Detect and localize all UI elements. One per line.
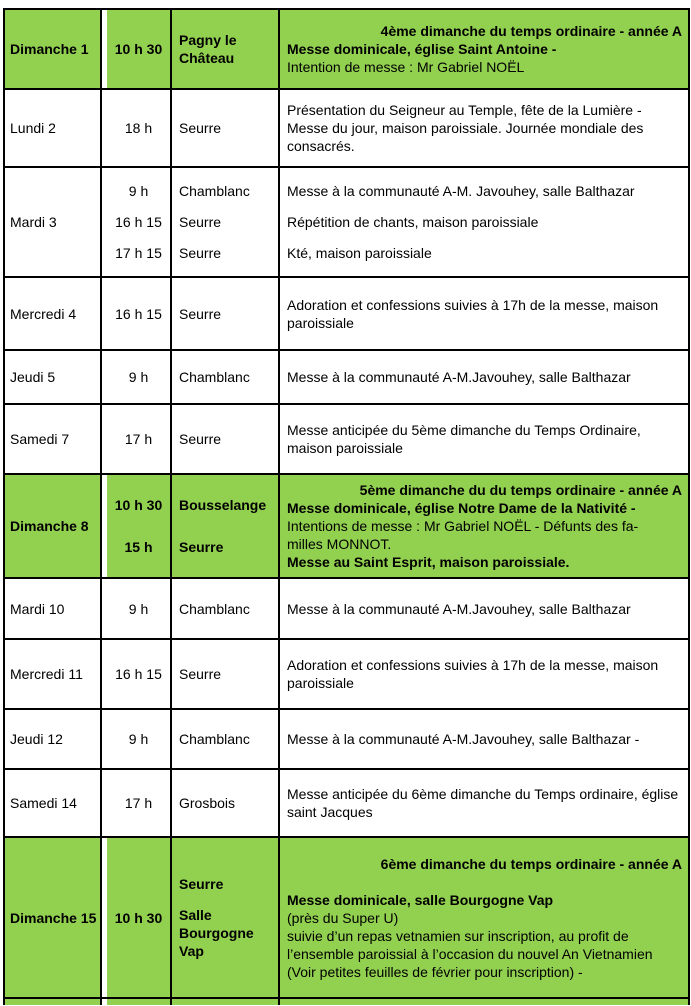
time-cell (107, 998, 171, 1005)
table-row (4, 350, 689, 404)
time-cell (107, 9, 171, 89)
description-line: Messe à la communauté A-M.Javouhey, salle Balthazar (287, 369, 631, 385)
description-cell (279, 9, 689, 89)
sunday-title: 4ème dimanche du temps ordinaire - année A (380, 23, 682, 39)
day-cell (4, 578, 101, 639)
time-value: 9 h (128, 369, 149, 385)
day-cell (4, 89, 101, 167)
description-cell (279, 277, 689, 350)
description-line: Kté, maison paroissiale (287, 245, 432, 261)
description-line: Intentions de messe : Mr Gabriel NOËL - Défunts des fa- (287, 518, 639, 534)
mass-schedule-table (3, 8, 690, 1005)
description-line: Messe au Saint Esprit, maison paroissiale. (287, 554, 570, 570)
day-label: Dimanche 8 (10, 518, 89, 534)
place-cell (171, 404, 279, 474)
time-cell (107, 474, 171, 578)
time-value: 9 h (128, 183, 149, 199)
time-stack (108, 794, 169, 812)
day-label: Samedi 14 (10, 795, 77, 811)
time-cell (107, 404, 171, 474)
time-stack (108, 305, 169, 323)
day-label: Mardi 3 (10, 214, 57, 230)
place-stack (179, 600, 274, 618)
day-cell (4, 404, 101, 474)
place-stack (179, 31, 274, 67)
place-cell (171, 167, 279, 277)
place-cell (171, 578, 279, 639)
description-cell (279, 998, 689, 1005)
time-value: 15 h (124, 539, 153, 555)
table-row (4, 89, 689, 167)
place-cell (171, 709, 279, 769)
description-content (287, 182, 682, 262)
day-cell (4, 277, 101, 350)
description-line: Messe dominicale, église Notre Dame de la Nativité - (287, 500, 636, 516)
description-content (287, 730, 682, 748)
day-label: Dimanche 1 (10, 41, 89, 57)
blank-line (287, 873, 682, 891)
time-cell (107, 578, 171, 639)
description-content (287, 296, 682, 332)
day-label: Mercredi 4 (10, 305, 77, 322)
place-value: Seurre (179, 245, 222, 261)
description-line: Messe anticipée du 6ème dimanche du Temps ordinaire, église saint Jacques (287, 786, 679, 820)
description-line: Messe à la communauté A-M.Javouhey, salle Balthazar - (287, 731, 640, 747)
description-content (287, 481, 682, 571)
sunday-title: 5ème dimanche du du temps ordinaire - année A (359, 482, 682, 498)
place-stack (179, 730, 274, 748)
day-label: Lundi 2 (10, 120, 56, 136)
description-cell (279, 89, 689, 167)
time-cell (107, 837, 171, 998)
day-cell (4, 639, 101, 709)
place-value: Seurre (179, 120, 222, 136)
description-cell (279, 639, 689, 709)
place-stack (179, 665, 274, 683)
description-cell (279, 709, 689, 769)
time-stack (108, 600, 169, 618)
place-value: Seurre (179, 431, 222, 447)
time-stack (108, 119, 169, 137)
place-cell (171, 350, 279, 404)
place-value: Salle Bourgogne Vap (179, 907, 254, 959)
time-stack (108, 496, 169, 556)
day-label: Samedi 7 (10, 431, 70, 447)
place-cell (171, 9, 279, 89)
table-row (4, 639, 689, 709)
description-content (287, 600, 682, 618)
description-line: (près du Super U) (287, 909, 399, 926)
time-value: 10 h 30 (114, 497, 163, 513)
time-value: 10 h 30 (114, 909, 163, 926)
place-value: Bousselange (179, 497, 267, 513)
description-content (287, 855, 682, 981)
place-stack (179, 182, 274, 262)
place-stack (179, 305, 274, 323)
day-label: Dimanche 15 (10, 909, 97, 926)
time-stack (108, 182, 169, 262)
place-cell (171, 277, 279, 350)
time-stack (108, 40, 169, 58)
day-cell (4, 167, 101, 277)
time-cell (107, 769, 171, 837)
time-value: 17 h (124, 795, 153, 811)
table-row (4, 769, 689, 837)
time-value: 18 h (124, 120, 153, 136)
time-value: 9 h (128, 600, 149, 617)
description-line: Messe dominicale, église Saint Antoine - (287, 41, 557, 57)
table-row (4, 474, 689, 578)
table-row (4, 9, 689, 89)
description-content (287, 22, 682, 76)
description-cell (279, 769, 689, 837)
description-cell (279, 350, 689, 404)
time-stack (108, 665, 169, 683)
time-stack (108, 430, 169, 448)
time-cell (107, 277, 171, 350)
place-value: Seurre (179, 214, 222, 230)
description-content (287, 785, 682, 821)
place-stack (179, 430, 274, 448)
description-line: Répétition de chants, maison paroissiale (287, 214, 539, 230)
place-value: Chamblanc (179, 731, 250, 747)
place-cell (171, 998, 279, 1005)
day-label: Mardi 10 (10, 600, 65, 617)
description-content (287, 421, 682, 457)
time-value: 17 h 15 (115, 245, 162, 261)
day-label: Mercredi 11 (10, 666, 83, 682)
day-cell (4, 474, 101, 578)
place-stack (179, 119, 274, 137)
time-value: 16 h 15 (115, 214, 162, 230)
place-stack (179, 496, 274, 556)
time-cell (107, 350, 171, 404)
day-cell (4, 998, 101, 1005)
description-cell (279, 474, 689, 578)
place-value: Seurre (179, 666, 222, 682)
day-cell (4, 9, 101, 89)
table-row (4, 837, 689, 998)
description-content (287, 101, 682, 155)
description-line: suivie d’un repas vetnamien sur inscription, au profit de l’ensemble paroissial à l’occasion du nouvel An Vietnamien (Voir petites feuilles de février pour inscription) - (287, 927, 653, 980)
description-content (287, 368, 682, 386)
description-cell (279, 167, 689, 277)
table-row (4, 709, 689, 769)
time-stack (108, 368, 169, 386)
description-line: Adoration et confessions suivies à 17h de la messe, maison paroissiale (287, 657, 659, 691)
description-cell (279, 578, 689, 639)
table-row (4, 167, 689, 277)
place-stack (179, 368, 274, 386)
place-cell (171, 474, 279, 578)
day-label: Jeudi 5 (10, 369, 56, 385)
time-cell (107, 639, 171, 709)
description-line: Adoration et confessions suivies à 17h de la messe, maison paroissiale (287, 296, 659, 331)
description-line: Intention de messe : Mr Gabriel NOËL (287, 59, 525, 75)
time-cell (107, 167, 171, 277)
day-cell (4, 709, 101, 769)
place-cell (171, 769, 279, 837)
place-value: Seurre (179, 876, 224, 892)
time-value: 16 h 15 (115, 305, 162, 322)
place-value: Chamblanc (179, 183, 250, 199)
place-value: Pagny le Château (179, 32, 237, 66)
description-line: Messe dominicale, salle Bourgogne Vap (287, 891, 554, 908)
time-value: 16 h 15 (115, 666, 162, 682)
description-content (287, 656, 682, 692)
time-value: 17 h (124, 431, 153, 447)
day-cell (4, 837, 101, 998)
table-row (4, 404, 689, 474)
place-stack (179, 794, 274, 812)
day-label: Jeudi 12 (10, 731, 63, 747)
table-row-partial (4, 998, 689, 1005)
day-cell (4, 769, 101, 837)
day-cell (4, 350, 101, 404)
place-value: Seurre (179, 305, 222, 322)
description-line: Messe anticipée du 5ème dimanche du Temps Ordinaire, maison paroissiale (287, 422, 641, 456)
table-row (4, 578, 689, 639)
table-row (4, 277, 689, 350)
place-value: Chamblanc (179, 369, 250, 385)
sunday-title: 6ème dimanche du temps ordinaire - année A (380, 855, 682, 872)
description-cell (279, 837, 689, 998)
time-stack (108, 730, 169, 748)
place-stack (179, 875, 274, 960)
time-cell (107, 709, 171, 769)
place-cell (171, 89, 279, 167)
time-stack (108, 909, 169, 927)
place-value: Chamblanc (179, 600, 250, 617)
place-cell (171, 837, 279, 998)
description-line: Présentation du Seigneur au Temple, fête de la Lumière - Messe du jour, maison paroissiale. Journée mondiale des consacrés. (287, 102, 644, 154)
time-value: 10 h 30 (114, 41, 163, 57)
description-line: milles MONNOT. (287, 536, 392, 552)
place-cell (171, 639, 279, 709)
description-line: Messe à la communauté A-M.Javouhey, salle Balthazar (287, 600, 631, 617)
place-value: Grosbois (179, 795, 236, 811)
time-value: 9 h (128, 731, 149, 747)
place-value: Seurre (179, 539, 224, 555)
description-line: Messe à la communauté A-M. Javouhey, salle Balthazar (287, 183, 635, 199)
description-cell (279, 404, 689, 474)
time-cell (107, 89, 171, 167)
